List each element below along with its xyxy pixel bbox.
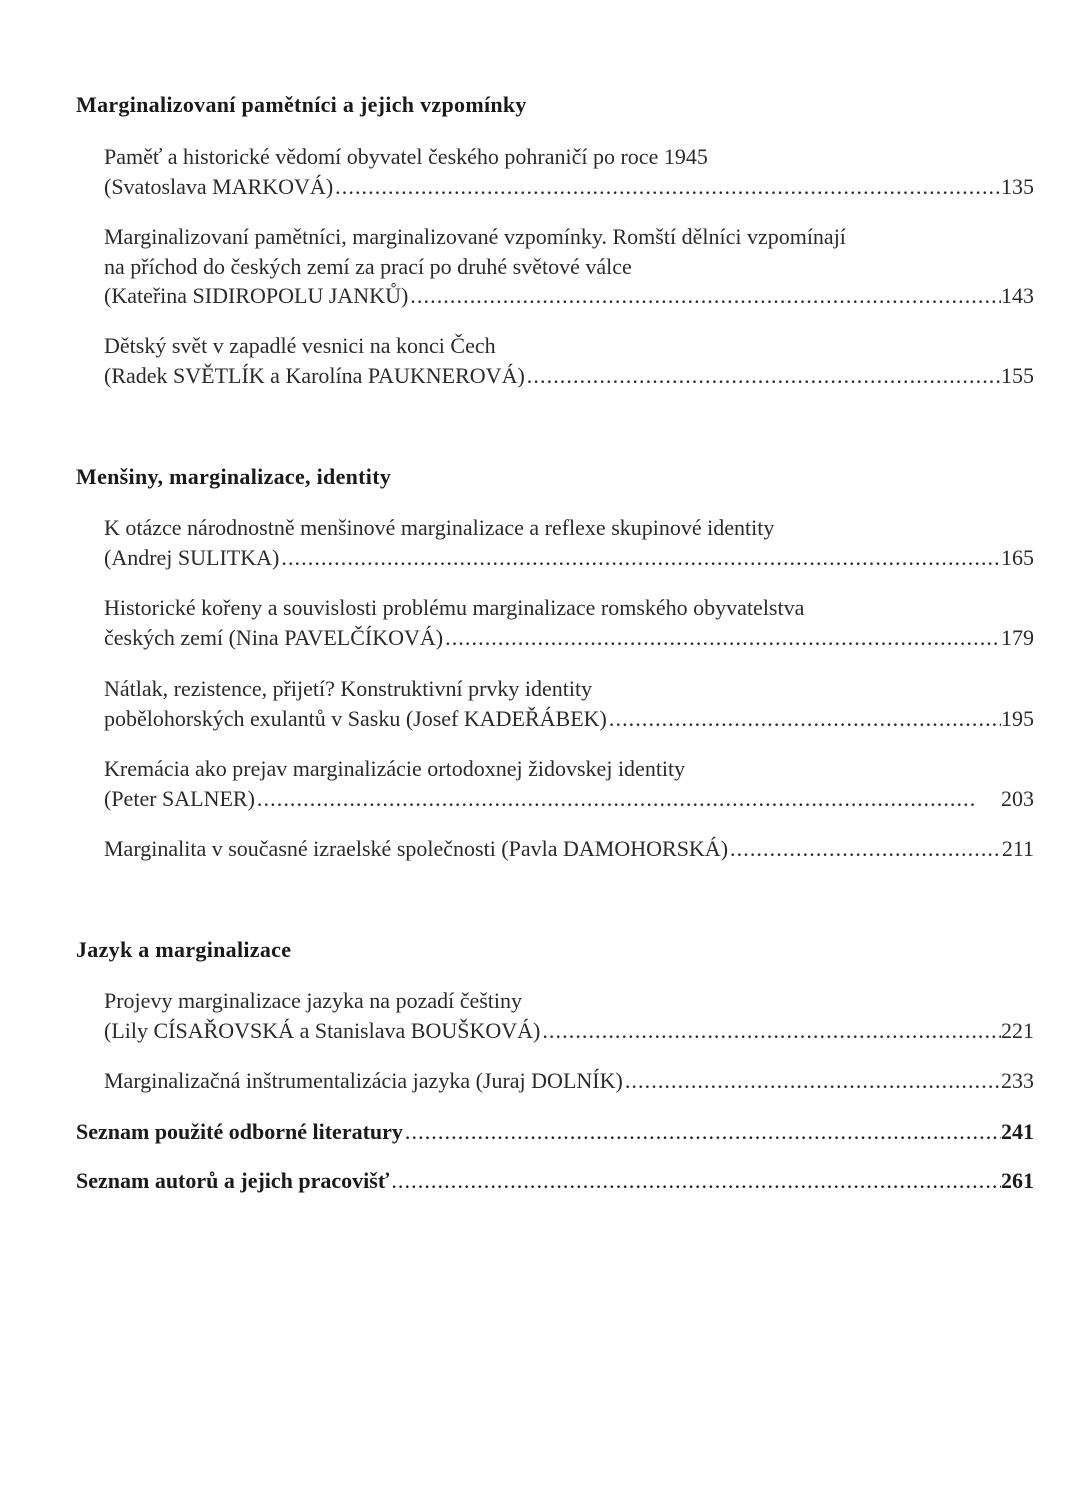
- entry-title-line: Historické kořeny a souvislosti problému marginalizace romského obyvatelstva: [104, 595, 805, 620]
- dot-leader: [408, 281, 1001, 311]
- dot-leader: [279, 543, 1001, 573]
- entry-last-line: [104, 1016, 1034, 1046]
- toc-entry[interactable]: [104, 986, 1034, 1045]
- page-number: 195: [1001, 705, 1034, 731]
- entry-author: českých zemí (Nina PAVELČÍKOVÁ): [104, 624, 444, 650]
- entry-last-line: [104, 623, 1034, 653]
- dot-leader: [728, 834, 1002, 864]
- page-number: 179: [1001, 624, 1034, 650]
- entry-last-line: [104, 361, 1034, 391]
- toc-entry[interactable]: [104, 513, 1034, 572]
- dot-leader: [255, 784, 1001, 814]
- toc-entry[interactable]: [104, 593, 1034, 652]
- toc-entry[interactable]: [104, 1066, 1034, 1096]
- entry-author: (Peter SALNER): [104, 785, 255, 811]
- dot-leader: [607, 704, 1001, 734]
- page-number: 143: [1001, 283, 1034, 308]
- page-number: 241: [1001, 1119, 1034, 1144]
- toc-entry[interactable]: [104, 834, 1034, 864]
- section-title: Menšiny, marginalizace, identity: [76, 464, 392, 489]
- entry-author: (Kateřina SIDIROPOLU JANKŮ): [104, 283, 409, 308]
- entry-title: Marginalizačná inštrumentalizácia jazyka (Juraj DOLNÍK): [104, 1068, 623, 1093]
- section-title: Marginalizovaní pamětníci a jejich vzpomínky: [76, 92, 527, 117]
- dot-leader: [540, 1016, 1001, 1046]
- page-number: 203: [1001, 785, 1034, 811]
- entry-last-line: [104, 784, 1034, 814]
- toc-entry[interactable]: [104, 754, 1034, 813]
- dot-leader: [525, 361, 1001, 391]
- dot-leader: [623, 1066, 1001, 1096]
- entry-author: (Lily CÍSAŘOVSKÁ a Stanislava BOUŠKOVÁ): [104, 1017, 541, 1043]
- dot-leader: [443, 623, 1001, 653]
- entry-title-line: na příchod do českých zemí za prací po druhé světové válce: [104, 253, 632, 279]
- entry-author: (Andrej SULITKA): [104, 544, 280, 570]
- entry-title-line: K otázce národnostně menšinové marginalizace a reflexe skupinové identity: [104, 515, 775, 540]
- entry-last-line: [76, 1117, 1034, 1147]
- entry-last-line: [104, 543, 1034, 573]
- page-number: 233: [1001, 1068, 1034, 1093]
- toc-entry-literature[interactable]: [76, 1117, 1034, 1147]
- page-number: 165: [1001, 544, 1034, 570]
- entry-title-line: Paměť a historické vědomí obyvatel českého pohraničí po roce 1945: [104, 144, 708, 169]
- page-number: 155: [1001, 362, 1034, 388]
- entry-title: Marginalita v současné izraelské společnosti (Pavla DAMOHORSKÁ): [104, 836, 729, 861]
- section-title: Jazyk a marginalizace: [76, 937, 292, 962]
- toc-entry[interactable]: [104, 222, 1034, 311]
- toc-entry-authors[interactable]: [76, 1166, 1034, 1196]
- dot-leader: [333, 172, 1001, 202]
- entry-author: (Radek SVĚTLÍK a Karolína PAUKNEROVÁ): [104, 362, 525, 388]
- entry-title: Seznam použité odborné literatury: [76, 1119, 403, 1144]
- entry-title: Seznam autorů a jejich pracovišť: [76, 1168, 390, 1193]
- entry-title-line: Marginalizovaní pamětníci, marginalizované vzpomínky. Romští dělníci vzpomínají: [104, 224, 846, 249]
- entry-author: pobělohorských exulantů v Sasku (Josef KADEŘÁBEK): [104, 705, 607, 731]
- entry-title-line: Dětský svět v zapadlé vesnici na konci Čech: [104, 333, 496, 358]
- dot-leader: [403, 1117, 1001, 1147]
- entry-last-line: [104, 704, 1034, 734]
- entry-title-line: Nátlak, rezistence, přijetí? Konstruktivní prvky identity: [104, 676, 593, 701]
- entry-last-line: [104, 281, 1034, 311]
- entry-last-line: [104, 1066, 1034, 1096]
- entry-last-line: [104, 834, 1034, 864]
- page-number: 261: [1001, 1168, 1034, 1193]
- entry-title-line: Projevy marginalizace jazyka na pozadí češtiny: [104, 988, 523, 1013]
- entry-title-line: Kremácia ako prejav marginalizácie ortodoxnej židovskej identity: [104, 756, 686, 781]
- toc-entry[interactable]: [104, 331, 1034, 390]
- entry-last-line: [104, 172, 1034, 202]
- page-number: 221: [1001, 1017, 1034, 1043]
- toc-entry[interactable]: [104, 142, 1034, 201]
- entry-author: (Svatoslava MARKOVÁ): [104, 173, 334, 199]
- page-number: 211: [1001, 836, 1034, 861]
- dot-leader: [389, 1166, 1001, 1196]
- entry-last-line: [76, 1166, 1034, 1196]
- toc-entry[interactable]: [104, 674, 1034, 733]
- page-number: 135: [1001, 173, 1034, 199]
